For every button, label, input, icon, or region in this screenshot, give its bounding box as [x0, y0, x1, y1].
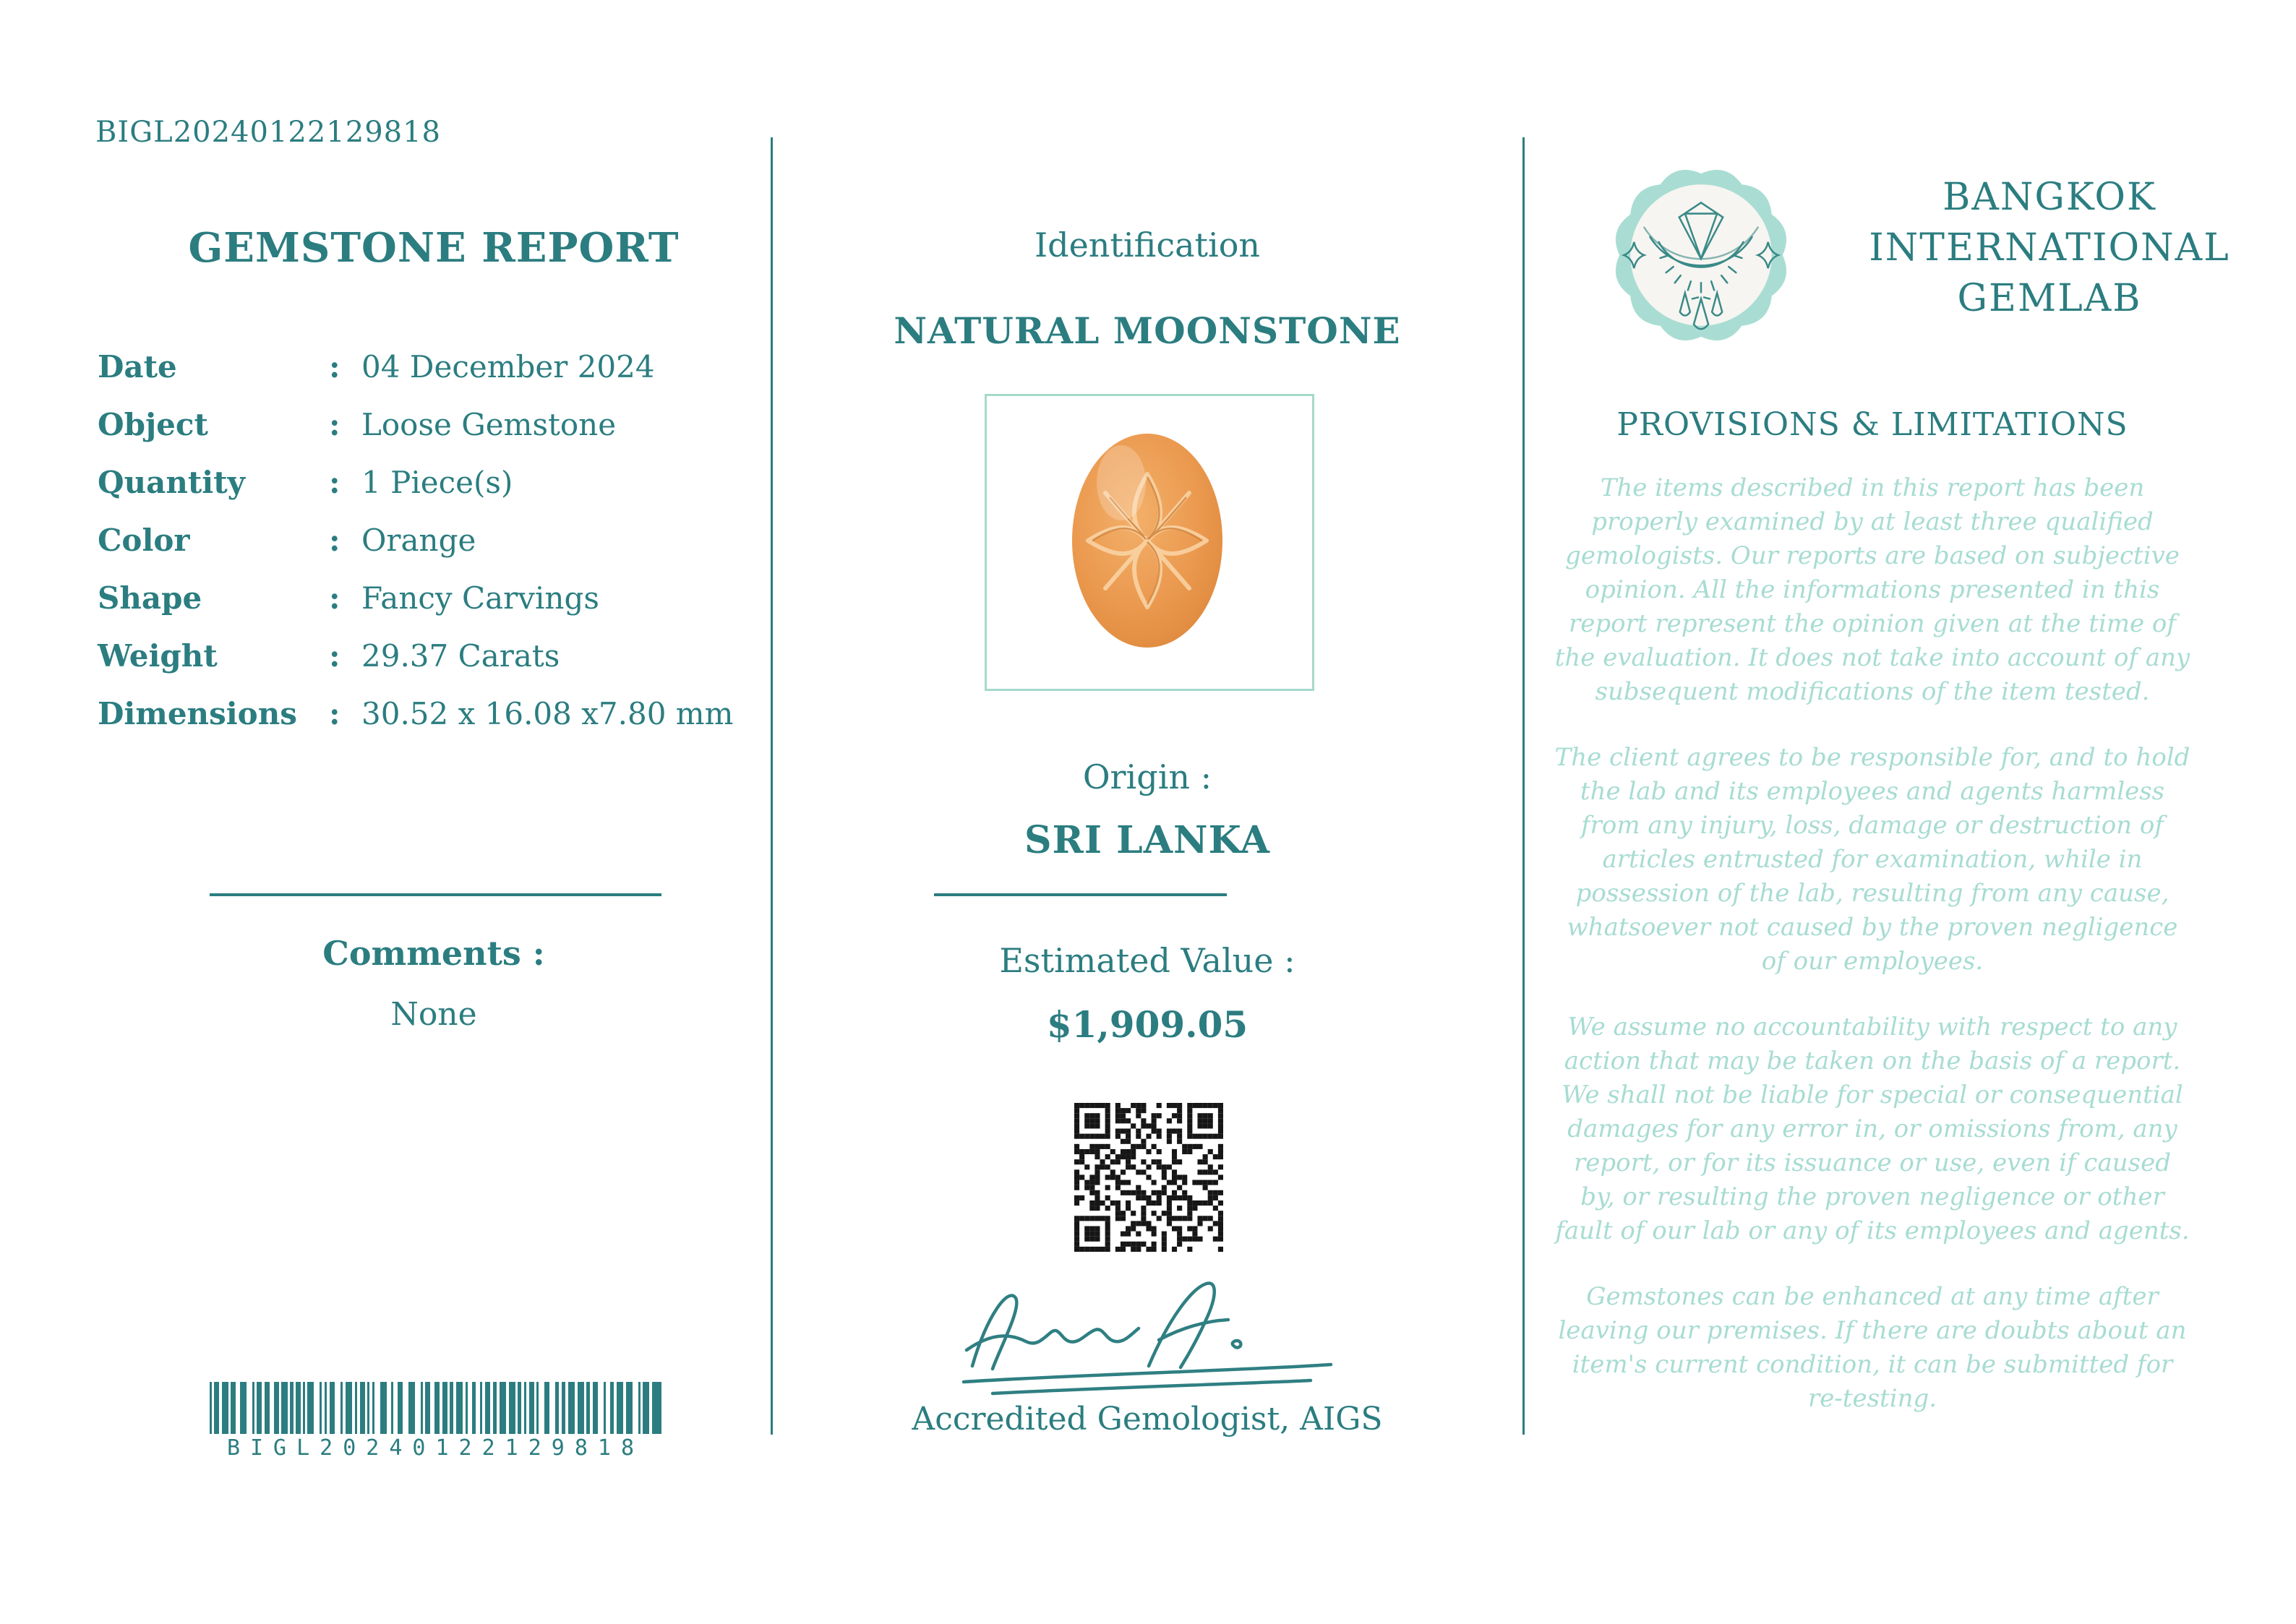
field-colon: : [329, 349, 340, 384]
barcode [210, 1382, 661, 1461]
gem-photo-frame [985, 394, 1314, 691]
provisions-paragraphs [1554, 471, 2190, 1448]
lab-name-line2: INTERNATIONAL [1869, 226, 2230, 270]
provisions-paragraph-2: The client agrees to be responsible for, and to hold the lab and its employees and agents harmless from any injury, loss, damage or destruction of articles entrusted for examination, while in possession of the lab, resulting from any cause, whatsoever not caused by the proven negligence of our employees. [1554, 743, 2190, 976]
field-label: Color [98, 523, 190, 558]
barcode-text: BIGL20240122129818 [226, 1435, 645, 1461]
field-row-quantity [98, 454, 748, 512]
field-label: Dimensions [98, 696, 297, 731]
comments-label: Comments : [322, 934, 545, 973]
field-value: Orange [361, 523, 476, 558]
lab-name-line1: BANGKOK [1942, 176, 2156, 219]
field-row-color [98, 512, 748, 570]
origin-label: Origin : [1082, 757, 1212, 796]
comments-value: None [390, 996, 477, 1033]
report-serial-number: BIGL20240122129818 [95, 116, 441, 149]
field-row-shape [98, 570, 748, 627]
provisions-heading: PROVISIONS & LIMITATIONS [1616, 406, 2128, 443]
lab-logo-seal-icon [1606, 160, 1796, 350]
field-value: Loose Gemstone [361, 407, 617, 442]
estimated-value-divider-line [934, 893, 1227, 896]
barcode-bars [210, 1382, 661, 1434]
field-label: Quantity [98, 465, 246, 500]
field-colon: : [329, 407, 340, 442]
gem-photo [987, 396, 1308, 684]
field-label: Date [98, 349, 177, 384]
comments-divider-line [210, 893, 661, 896]
field-value: Fancy Carvings [361, 580, 599, 616]
gemologist-title: Accredited Gemologist, AIGS [912, 1401, 1383, 1438]
field-colon: : [329, 580, 340, 616]
field-row-object [98, 396, 748, 454]
gemologist-signature [945, 1273, 1350, 1411]
field-value: 1 Piece(s) [361, 465, 513, 500]
field-row-dimensions [98, 685, 748, 743]
field-label: Object [98, 407, 208, 442]
field-value: 30.52 x 16.08 x7.80 mm [361, 696, 734, 731]
estimated-value-amount: $1,909.05 [1046, 1003, 1248, 1046]
provisions-paragraph-1: The items described in this report has been properly examined by at least three qualified gemologists. Our reports are based on subjective opinion. All the informations presented in this report represent the opinion given at the time of the evaluation. It does not take into account of any subsequent modifications of the item tested. [1554, 473, 2190, 706]
column-divider-right [1522, 137, 1525, 1435]
field-value: 29.37 Carats [361, 638, 560, 674]
origin-value: SRI LANKA [1024, 818, 1271, 862]
field-label: Shape [98, 580, 202, 616]
identification-heading: Identification [1034, 225, 1261, 265]
gem-name: NATURAL MOONSTONE [894, 309, 1401, 352]
field-label: Weight [98, 638, 218, 674]
report-title: GEMSTONE REPORT [188, 224, 680, 272]
qr-code [1074, 1103, 1223, 1252]
report-fields-table [98, 338, 748, 743]
field-colon: : [329, 465, 340, 500]
column-divider-left [771, 137, 773, 1435]
estimated-value-label: Estimated Value : [999, 941, 1295, 980]
field-row-weight [98, 627, 748, 685]
field-row-date [98, 338, 748, 396]
field-colon: : [329, 523, 340, 558]
lab-name-line3: GEMLAB [1957, 277, 2142, 320]
field-colon: : [329, 638, 340, 674]
provisions-paragraph-3: We assume no accountability with respect to any action that may be taken on the basis of a report. We shall not be liable for special or consequential damages for any error in, or omissions from, any report, or for its issuance or use, even if caused by, or resulting the proven negligence or other fault of our lab or any of its employees and agents. [1555, 1013, 2190, 1245]
field-value: 04 December 2024 [361, 349, 655, 384]
lab-name [1811, 172, 2288, 324]
field-colon: : [329, 696, 340, 731]
provisions-paragraph-4: Gemstones can be enhanced at any time after leaving our premises. If there are doubts about an item's current condition, it can be submitted for re-testing. [1558, 1282, 2187, 1413]
